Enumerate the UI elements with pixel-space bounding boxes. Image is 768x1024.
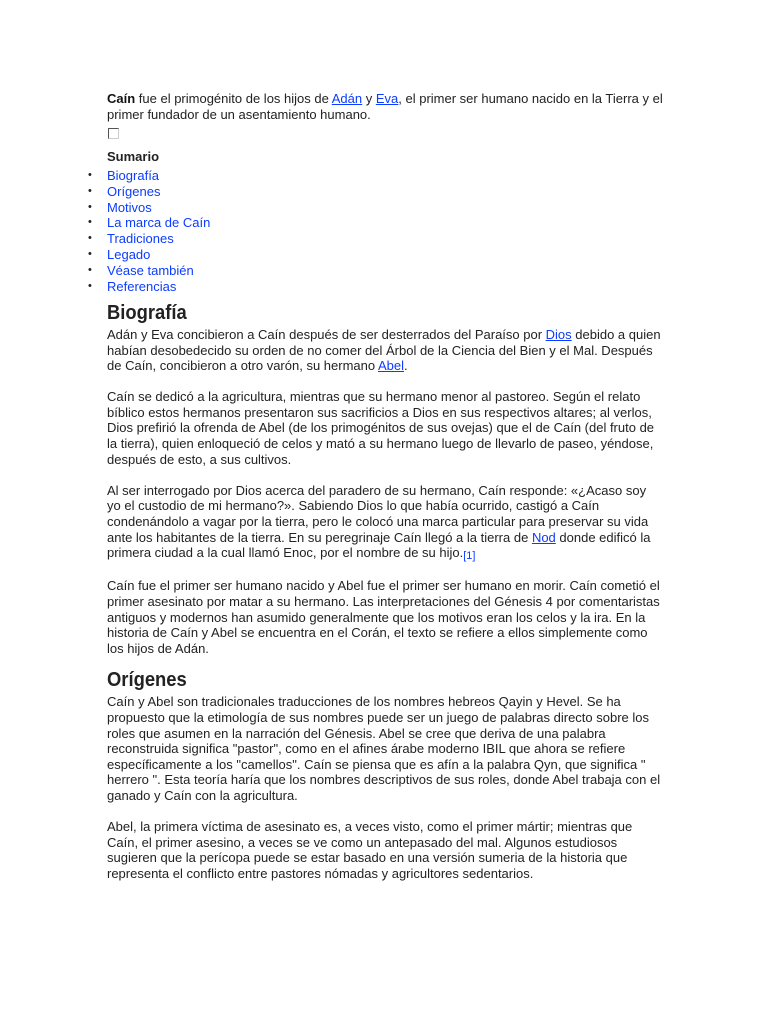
biografia-p1-text-2: debido a quien habían desobedecido su orden de no comer del Árbol de la Ciencia del Bien y el Mal. Después de Caín, concibieron a otro varón, su hermano bbox=[107, 326, 661, 374]
link-nod[interactable]: Nod bbox=[531, 529, 556, 545]
toc-title: Sumario bbox=[107, 149, 160, 165]
intro-text-2: y bbox=[362, 91, 376, 106]
toc-link-vease[interactable]: Véase también bbox=[107, 263, 194, 279]
toc-item-origenes bbox=[88, 183, 663, 200]
biografia-paragraph-4: Caín fue el primer ser humano nacido y Abel fue el primer ser humano en morir. Caín cometió el primer asesinato por matar a su hermano. Las interpretaciones del Génesis 4 por comentaristas antiguos y modernos han asumido generalmente que los motivos eran los celos y la ira. En la historia de Caín y Abel se encuentra en el Corán, el texto se refiere a ellos simplemente como los hijos de Adán. bbox=[107, 578, 660, 656]
toc-item-legado bbox=[88, 247, 663, 263]
intro-text-3: , el primer ser humano nacido en la Tierra y el primer fundador de un asentamiento humano. bbox=[107, 91, 663, 122]
toc-toggle-checkbox[interactable] bbox=[108, 128, 119, 139]
toc-item-referencias bbox=[88, 279, 663, 295]
toc-item-tradiciones bbox=[88, 231, 663, 247]
bullet-icon: • bbox=[88, 264, 92, 277]
biografia-p1-text-1: Adán y Eva concibieron a Caín después de ser desterrados del Paraíso por bbox=[107, 326, 546, 342]
toc-list bbox=[88, 167, 663, 295]
toc-link-referencias[interactable]: Referencias bbox=[107, 279, 177, 295]
bullet-icon: • bbox=[88, 216, 92, 229]
toc-item-vease bbox=[88, 263, 663, 279]
reference-marker: [1] bbox=[463, 550, 476, 563]
intro-paragraph bbox=[107, 91, 663, 122]
toc-link-motivos[interactable]: Motivos bbox=[107, 199, 152, 215]
bullet-icon: • bbox=[88, 200, 92, 213]
intro-text-1: fue el primogénito de los hijos de bbox=[135, 91, 332, 106]
biografia-p1-text-3: . bbox=[404, 358, 408, 374]
biografia-paragraph-1 bbox=[107, 327, 663, 374]
bullet-icon: • bbox=[88, 248, 92, 261]
heading-biografia: Biografía bbox=[107, 301, 187, 324]
link-dios[interactable]: Dios bbox=[545, 326, 572, 342]
article-subject: Caín bbox=[107, 91, 136, 106]
bullet-icon: • bbox=[88, 232, 92, 245]
heading-origenes: Orígenes bbox=[107, 669, 187, 692]
bullet-icon: • bbox=[88, 184, 92, 197]
reference-link-1[interactable] bbox=[463, 545, 476, 563]
toc-link-origenes[interactable]: Orígenes bbox=[107, 183, 161, 199]
toc-link-legado[interactable]: Legado bbox=[107, 247, 151, 263]
origenes-paragraph-1: Caín y Abel son tradicionales traducciones de los nombres hebreos Qayin y Hevel. Se ha propuesto que la etimología de sus nombres puede ser un juego de palabras directo sobre los roles que asumen en la narración del Génesis. Abel se cree que deriva de una palabra reconstruida significa "pastor", como en el afines árabe moderno IBIL que ahora se refiere específicamente a los "camellos". Caín se piensa que es afín a la palabra Qyn, que significa " herrero ". Esta teoría haría que los nombres descriptivos de sus roles, donde Abel trabaja con el ganado y Caín con la agricultura. bbox=[107, 694, 661, 803]
toc-link-marca[interactable]: La marca de Caín bbox=[107, 215, 211, 231]
bullet-icon: • bbox=[88, 168, 92, 181]
link-adan[interactable]: Adán bbox=[331, 91, 363, 106]
link-abel[interactable]: Abel bbox=[378, 358, 405, 374]
toc-link-tradiciones[interactable]: Tradiciones bbox=[107, 231, 174, 247]
origenes-paragraph-2: Abel, la primera víctima de asesinato es, a veces visto, como el primer mártir; mientras que Caín, el primer asesino, a veces se ve como un antepasado del mal. Algunos estudiosos sugieren que la perícopa puede se estar basado en una versión sumeria de la historia que representa el conflicto entre pastores nómadas y agricultores sedentarios. bbox=[107, 819, 633, 881]
biografia-p3-text-1: Al ser interrogado por Dios acerca del paradero de su hermano, Caín responde: «¿Acaso soy yo el custodio de mi hermano?». Sabiendo Dios lo que había ocurrido, castigó a Caín condenándolo a vagar por la tierra, pero le colocó una marca particular para preservar su vida ante los habitantes de la tierra. En su peregrinaje Caín llegó a la tierra de bbox=[107, 482, 649, 545]
toc-item-motivos bbox=[88, 199, 663, 216]
toc-item-marca bbox=[88, 215, 663, 231]
link-eva[interactable]: Eva bbox=[375, 91, 399, 106]
toc-link-biografia[interactable]: Biografía bbox=[107, 167, 160, 183]
biografia-paragraph-2: Caín se dedicó a la agricultura, mientras que su hermano menor al pastoreo. Según el relato bíblico estos hermanos presentaron sus sacrificios a Dios en sus respectivos altares; al verlos, Dios prefirió la ofrenda de Abel (de los primogénitos de sus ovejas) que el de Caín (del fruto de la tierra), quien enloqueció de celos y mató a su hermano luego de llevarlo de paseo, yéndose, después de esto, a sus cultivos. bbox=[107, 389, 655, 467]
article-content bbox=[88, 91, 663, 897]
toc-item-biografia bbox=[88, 167, 663, 184]
biografia-p3-text-2: donde edificó la primera ciudad a la cual llamó Enoc, por el nombre de su hijo. bbox=[107, 529, 651, 561]
bullet-icon: • bbox=[88, 280, 92, 293]
biografia-paragraph-3 bbox=[107, 483, 663, 563]
